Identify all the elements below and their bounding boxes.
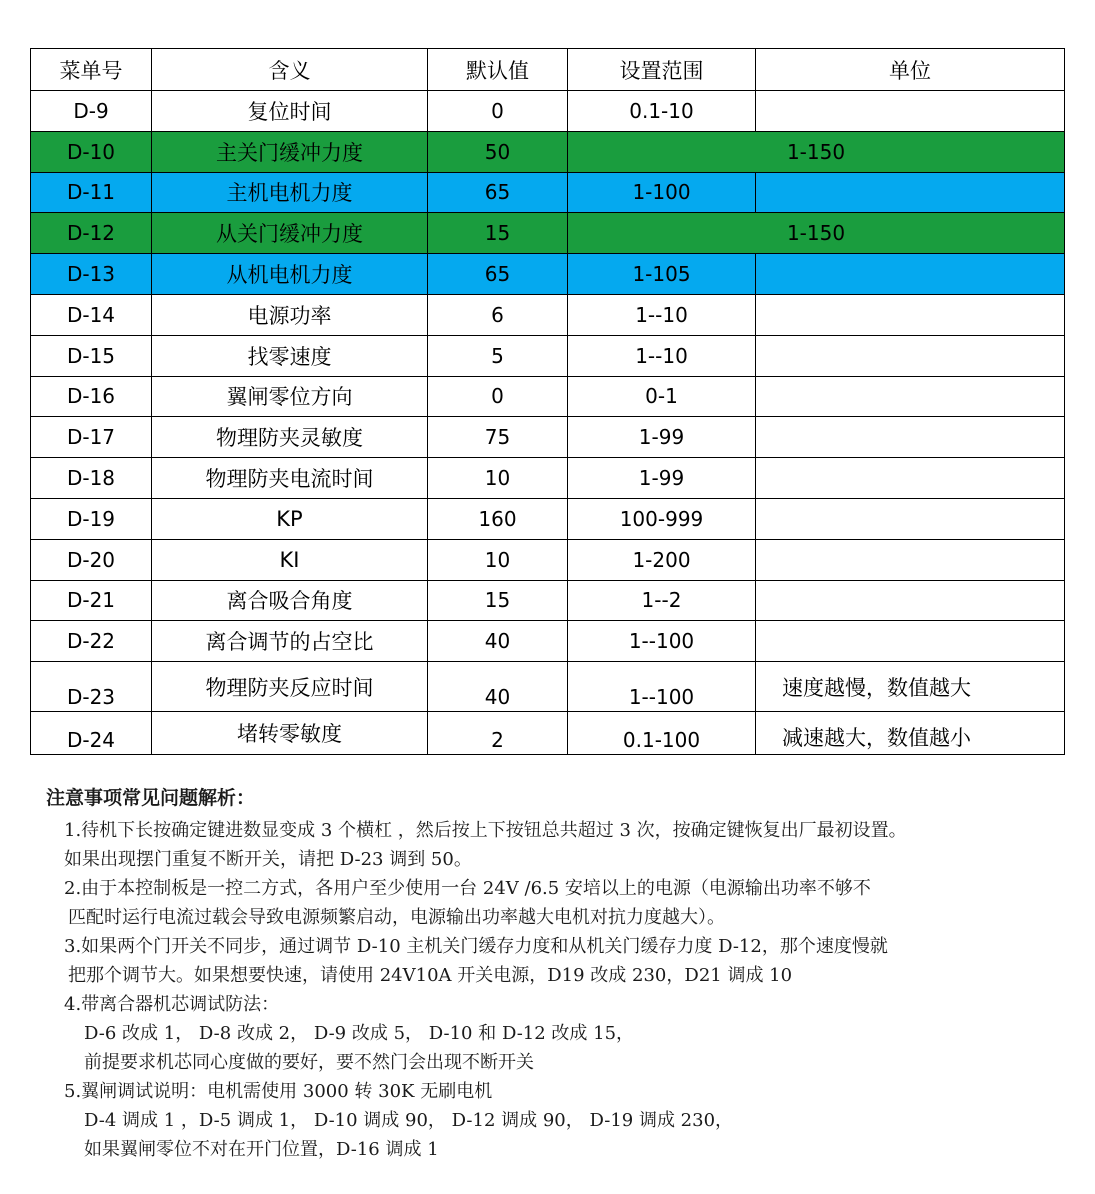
cell-menu-number: D-23	[31, 662, 152, 712]
cell-menu-number: D-11	[31, 172, 152, 213]
table-row	[31, 417, 1065, 458]
table-row	[31, 376, 1065, 417]
cell-meaning: 堵转零敏度	[152, 712, 428, 755]
cell-default-value: 2	[428, 712, 568, 755]
note-line: D-4 调成 1 ，D-5 调成 1， D-10 调成 90， D-12 调成 90， D-19 调成 230，	[84, 1110, 734, 1131]
cell-unit	[756, 417, 1065, 458]
cell-default-value: 0	[428, 376, 568, 417]
notes-title: 注意事项常见问题解析：	[46, 787, 256, 809]
cell-setting-range: 1-99	[568, 458, 756, 499]
cell-setting-range: 1-100	[568, 172, 756, 213]
cell-unit: 减速越大，数值越小	[756, 712, 1065, 755]
note-line: D-6 改成 1， D-8 改成 2， D-9 改成 5， D-10 和 D-12 改成 15，	[84, 1023, 635, 1044]
table-header-row	[31, 49, 1065, 91]
cell-menu-number: D-15	[31, 335, 152, 376]
cell-default-value: 65	[428, 172, 568, 213]
cell-menu-number: D-17	[31, 417, 152, 458]
header-setting-range: 设置范围	[568, 49, 756, 91]
note-line: 2.由于本控制板是一控二方式，各用户至少使用一台 24V /6.5 安培以上的电源（电源输出功率不够不	[64, 878, 871, 899]
cell-default-value: 5	[428, 335, 568, 376]
cell-default-value: 65	[428, 254, 568, 295]
cell-meaning: 翼闸零位方向	[152, 376, 428, 417]
cell-setting-range: 1--2	[568, 580, 756, 621]
cell-setting-range: 0.1-100	[568, 712, 756, 755]
cell-menu-number: D-18	[31, 458, 152, 499]
table-row	[31, 172, 1065, 213]
cell-setting-range: 1--10	[568, 294, 756, 335]
table-row	[31, 213, 1065, 254]
cell-default-value: 75	[428, 417, 568, 458]
cell-meaning: 主机电机力度	[152, 172, 428, 213]
cell-menu-number: D-13	[31, 254, 152, 295]
header-meaning: 含义	[152, 49, 428, 91]
cell-unit	[756, 254, 1065, 295]
cell-meaning: 物理防夹反应时间	[152, 662, 428, 712]
table-row	[31, 539, 1065, 580]
cell-meaning: 离合吸合角度	[152, 580, 428, 621]
cell-setting-range: 0-1	[568, 376, 756, 417]
table-row	[31, 621, 1065, 662]
table-row	[31, 580, 1065, 621]
cell-default-value: 15	[428, 580, 568, 621]
cell-menu-number: D-9	[31, 91, 152, 132]
note-line: 如果出现摆门重复不断开关，请把 D-23 调到 50。	[64, 849, 472, 870]
cell-meaning: 从机电机力度	[152, 254, 428, 295]
cell-unit	[756, 91, 1065, 132]
header-unit: 单位	[756, 49, 1065, 91]
table-row	[31, 254, 1065, 295]
cell-default-value: 40	[428, 662, 568, 712]
cell-meaning: 物理防夹电流时间	[152, 458, 428, 499]
note-line: 把那个调节大。如果想要快速，请使用 24V10A 开关电源，D19 改成 230，D21 调成 10	[68, 965, 793, 986]
note-line: 4.带离合器机芯调试防法：	[64, 994, 280, 1015]
note-line: 匹配时运行电流过载会导致电源频繁启动，电源输出功率越大电机对抗力度越大）。	[68, 907, 725, 928]
cell-setting-range: 1-150	[568, 213, 1065, 254]
cell-menu-number: D-19	[31, 498, 152, 539]
notes-section	[46, 784, 1076, 1164]
table-row	[31, 335, 1065, 376]
cell-unit	[756, 458, 1065, 499]
cell-meaning: 主关门缓冲力度	[152, 131, 428, 172]
cell-setting-range: 1--100	[568, 621, 756, 662]
cell-meaning: 找零速度	[152, 335, 428, 376]
note-line: 5.翼闸调试说明：电机需使用 3000 转 30K 无刷电机	[64, 1081, 493, 1102]
table-row	[31, 498, 1065, 539]
cell-meaning: 复位时间	[152, 91, 428, 132]
cell-meaning: 物理防夹灵敏度	[152, 417, 428, 458]
cell-default-value: 50	[428, 131, 568, 172]
cell-unit	[756, 539, 1065, 580]
header-default-value: 默认值	[428, 49, 568, 91]
cell-unit: 速度越慢，数值越大	[756, 662, 1065, 712]
cell-default-value: 6	[428, 294, 568, 335]
cell-menu-number: D-20	[31, 539, 152, 580]
cell-setting-range: 0.1-10	[568, 91, 756, 132]
cell-menu-number: D-12	[31, 213, 152, 254]
table-row	[31, 712, 1065, 755]
cell-menu-number: D-21	[31, 580, 152, 621]
cell-setting-range: 1--10	[568, 335, 756, 376]
cell-meaning: 离合调节的占空比	[152, 621, 428, 662]
cell-menu-number: D-14	[31, 294, 152, 335]
cell-unit	[756, 498, 1065, 539]
cell-meaning: KI	[152, 539, 428, 580]
cell-unit	[756, 335, 1065, 376]
cell-setting-range: 1--100	[568, 662, 756, 712]
table-body	[31, 91, 1065, 755]
cell-setting-range: 100-999	[568, 498, 756, 539]
cell-setting-range: 1-200	[568, 539, 756, 580]
cell-default-value: 40	[428, 621, 568, 662]
cell-default-value: 160	[428, 498, 568, 539]
cell-setting-range: 1-105	[568, 254, 756, 295]
cell-default-value: 0	[428, 91, 568, 132]
header-menu-number: 菜单号	[31, 49, 152, 91]
notes-lines	[46, 816, 1076, 1164]
table-row	[31, 91, 1065, 132]
note-line: 前提要求机芯同心度做的要好，要不然门会出现不断开关	[84, 1052, 534, 1073]
table-row	[31, 458, 1065, 499]
cell-menu-number: D-24	[31, 712, 152, 755]
cell-setting-range: 1-99	[568, 417, 756, 458]
cell-default-value: 10	[428, 539, 568, 580]
cell-meaning: KP	[152, 498, 428, 539]
cell-menu-number: D-10	[31, 131, 152, 172]
cell-unit	[756, 376, 1065, 417]
cell-unit	[756, 172, 1065, 213]
note-line: 3.如果两个门开关不同步，通过调节 D-10 主机关门缓存力度和从机关门缓存力度 D-12，那个速度慢就	[64, 936, 888, 957]
cell-default-value: 15	[428, 213, 568, 254]
table-row	[31, 294, 1065, 335]
note-line: 1.待机下长按确定键进数显变成 3 个横杠 ，然后按上下按钮总共超过 3 次，按确定键恢复出厂最初设置。	[64, 820, 907, 841]
cell-meaning: 从关门缓冲力度	[152, 213, 428, 254]
table-row	[31, 662, 1065, 712]
cell-unit	[756, 294, 1065, 335]
cell-menu-number: D-22	[31, 621, 152, 662]
note-line: 如果翼闸零位不对在开门位置，D-16 调成 1	[84, 1139, 439, 1160]
table-row	[31, 131, 1065, 172]
cell-setting-range: 1-150	[568, 131, 1065, 172]
cell-unit	[756, 621, 1065, 662]
cell-meaning: 电源功率	[152, 294, 428, 335]
cell-menu-number: D-16	[31, 376, 152, 417]
cell-unit	[756, 580, 1065, 621]
cell-default-value: 10	[428, 458, 568, 499]
parameter-table	[30, 48, 1065, 755]
